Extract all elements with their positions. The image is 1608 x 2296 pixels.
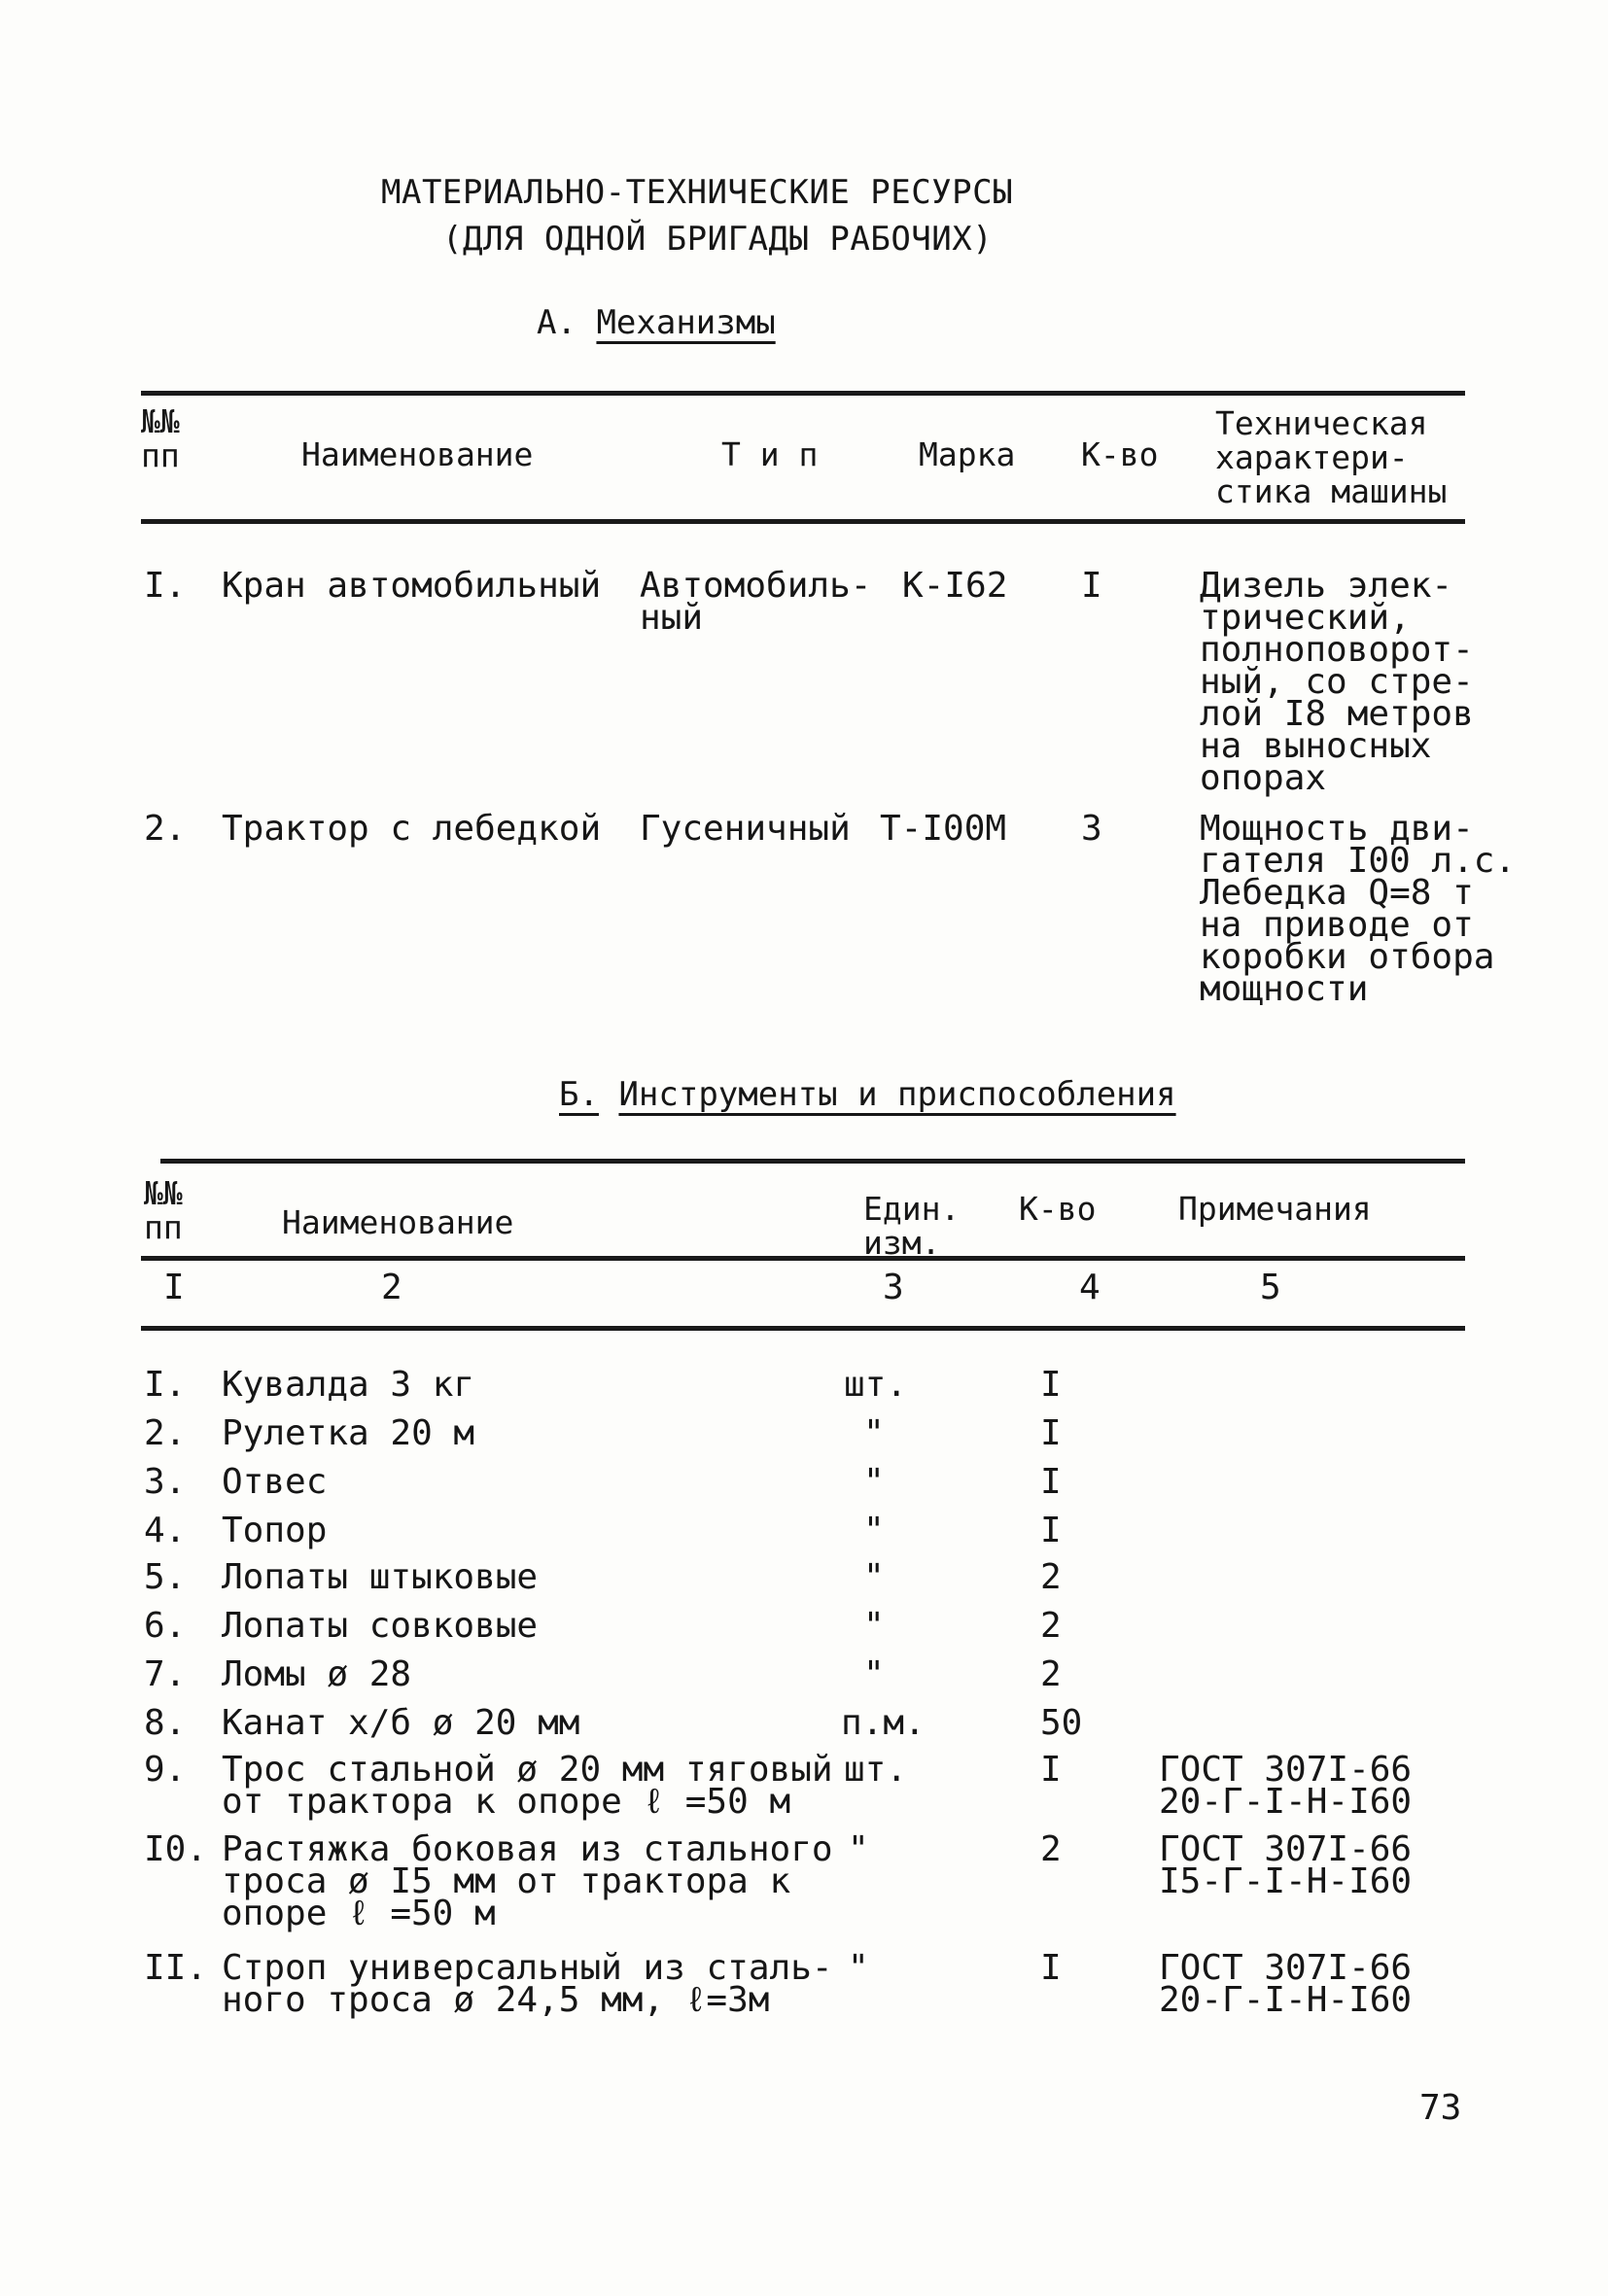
table-b-row8-unit: п.м. [841,1703,926,1743]
table-b-row2-unit: " [863,1413,885,1453]
section-b-heading [559,1075,1176,1114]
table-b-row9-name: Трос стальной ø 20 мм тяговый от трактора к опоре ℓ =50 м [222,1750,833,1822]
table-b-row9-qty: I [1040,1750,1062,1790]
table-b-header-name: Наименование [282,1203,514,1241]
table-b-row7-qty: 2 [1040,1654,1062,1694]
table-a-row2-name: Трактор с лебедкой [222,809,602,849]
table-b-row10-num: I0. [144,1829,208,1869]
table-b-row5-unit: " [863,1557,885,1597]
table-a-row1-type: Автомобиль- ный [640,566,872,638]
table-b-row5-qty: 2 [1040,1557,1062,1597]
table-b-row8-num: 8. [144,1703,187,1743]
table-b-row7-num: 7. [144,1654,187,1694]
table-b-row10-note: ГОСТ 307I-66 I5-Г-I-Н-I60 [1159,1829,1413,1901]
table-b-row9-note: ГОСТ 307I-66 20-Г-I-Н-I60 [1159,1750,1413,1822]
table-a-header-mark: Марка [919,435,1016,473]
table-b-row3-qty: I [1040,1462,1062,1502]
table-a-header-num: №№ пп [141,402,180,474]
table-b-row1-num: I. [144,1365,187,1405]
table-a-header-qty: К-во [1081,435,1159,473]
table-b-colnum-3: 3 [883,1268,904,1307]
section-a-title: Механизмы [596,303,776,342]
table-b-colnum-rule [141,1326,1465,1331]
table-b-header-note: Примечания [1178,1190,1372,1228]
table-a-row1-mark: К-I62 [902,566,1008,606]
table-b-row4-qty: I [1040,1511,1062,1550]
section-b-title: Инструменты и приспособления [618,1075,1176,1114]
table-a-row2-mark: Т-I00М [880,809,1007,849]
table-b-row5-name: Лопаты штыковые [222,1557,539,1597]
table-b-row6-name: Лопаты совковые [222,1606,539,1646]
table-b-row3-num: 3. [144,1462,187,1502]
table-b-colnum-5: 5 [1260,1268,1281,1307]
table-b-row11-num: II. [144,1948,208,1988]
table-a-header-rule [141,519,1465,524]
table-a-row2-type: Гусеничный [640,809,851,849]
table-b-colnum-2: 2 [381,1268,402,1307]
table-a-row1-name: Кран автомобильный [222,566,602,606]
table-b-row11-qty: I [1040,1948,1062,1988]
table-b-row11-unit: " [848,1948,869,1988]
table-b-row1-qty: I [1040,1365,1062,1405]
table-b-row2-name: Рулетка 20 м [222,1413,475,1453]
page-title-line1: МАТЕРИАЛЬНО-ТЕХНИЧЕСКИЕ РЕСУРСЫ [381,173,1014,212]
table-b-row8-qty: 50 [1040,1703,1083,1743]
table-b-row10-unit: " [848,1829,869,1869]
table-b-row1-name: Кувалда 3 кг [222,1365,475,1405]
table-a-row2-qty: 3 [1081,809,1102,849]
table-b-row8-name: Канат х/б ø 20 мм [222,1703,580,1743]
table-a-row1-tech: Дизель элек- трический, полноповорот- ный, со стре- лой I8 метров на выносных опорах [1200,566,1474,798]
table-b-row11-name: Строп универсальный из сталь- ного троса ø 24,5 мм, ℓ=3м [222,1948,833,2020]
table-b-row4-num: 4. [144,1511,187,1550]
table-b-row3-name: Отвес [222,1462,328,1502]
table-b-header-qty: К-во [1019,1190,1097,1228]
table-b-row2-qty: I [1040,1413,1062,1453]
page-number: 73 [1419,2088,1462,2128]
table-b-colnum-1: I [163,1268,185,1307]
table-b-row6-unit: " [863,1606,885,1646]
table-b-row11-note: ГОСТ 307I-66 20-Г-I-Н-I60 [1159,1948,1413,2020]
table-b-row1-unit: шт. [844,1365,908,1405]
table-b-row3-unit: " [863,1462,885,1502]
table-a-row1-num: I. [144,566,187,606]
table-b-row9-num: 9. [144,1750,187,1790]
table-b-row7-name: Ломы ø 28 [222,1654,412,1694]
table-b-header-unit: Един. изм. [863,1190,961,1262]
table-b-row6-qty: 2 [1040,1606,1062,1646]
table-b-row4-unit: " [863,1511,885,1550]
table-b-header-num: №№ пп [144,1174,183,1246]
page-title-line2: (ДЛЯ ОДНОЙ БРИГАДЫ РАБОЧИХ) [442,220,994,259]
section-a-letter: А. [537,303,577,342]
table-b-top-rule [160,1159,1465,1164]
section-b-letter: Б. [559,1075,599,1114]
table-b-row10-name: Растяжка боковая из стального троса ø I5 мм от трактора к опоре ℓ =50 м [222,1829,833,1933]
table-b-row10-qty: 2 [1040,1829,1062,1869]
table-b-row7-unit: " [863,1654,885,1694]
table-a-row1-qty: I [1081,566,1102,606]
section-a-heading [537,303,776,342]
table-b-row2-num: 2. [144,1413,187,1453]
table-a-top-rule [141,391,1465,396]
table-a-header-type: Т и п [721,435,819,473]
table-a-header-name: Наименование [301,435,534,473]
table-b-row4-name: Топор [222,1511,328,1550]
table-b-row9-unit: шт. [844,1750,908,1790]
table-a-row2-tech: Мощность дви- гателя I00 л.с. Лебедка Q=8 т на приводе от коробки отбора мощности [1200,809,1517,1009]
table-a-header-tech: Техническая характери- стика машины [1215,404,1448,510]
table-b-row6-num: 6. [144,1606,187,1646]
table-b-colnum-4: 4 [1079,1268,1101,1307]
table-b-row5-num: 5. [144,1557,187,1597]
table-b-header-rule [141,1256,1465,1261]
table-a-row2-num: 2. [144,809,187,849]
